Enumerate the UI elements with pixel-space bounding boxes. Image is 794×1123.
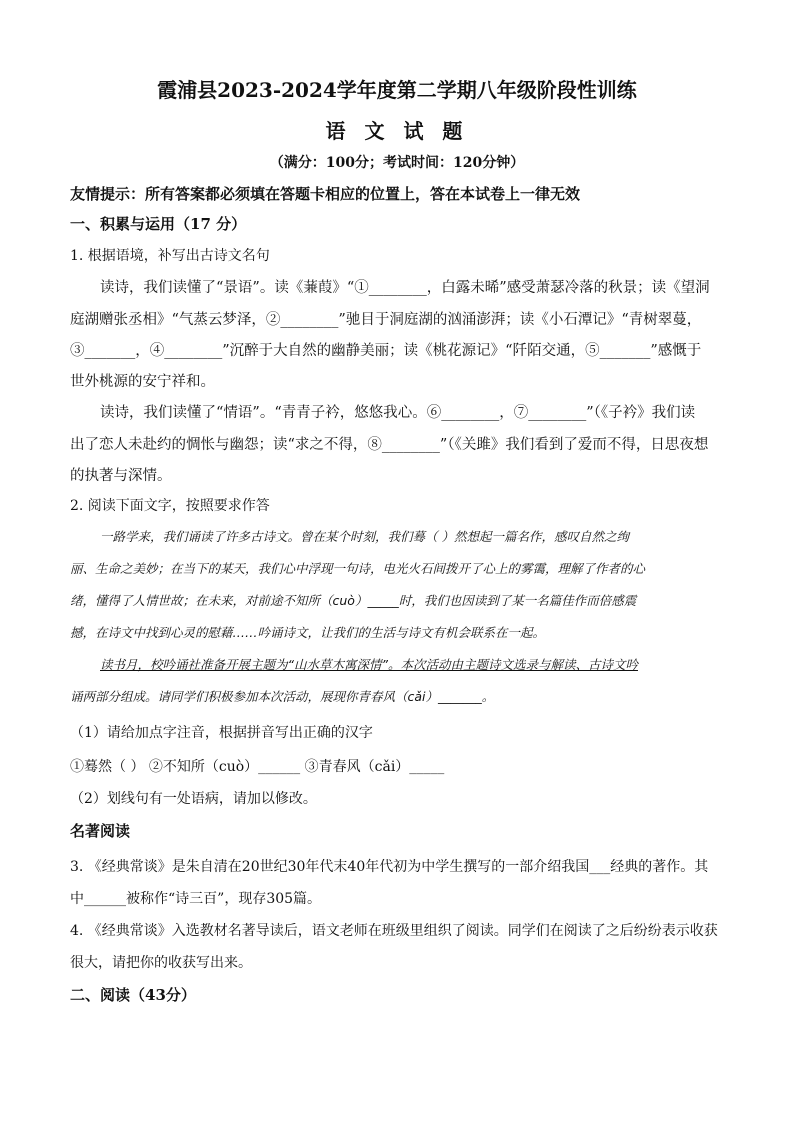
passage-line: 诵两部分组成。请同学们积极参加本次活动，展现你青春风（cǎi）_______。 bbox=[70, 689, 495, 704]
notice: 友情提示：所有答案都必须填在答题卡相应的位置上，答在本试卷上一律无效 bbox=[70, 185, 581, 203]
q1-line: ③_______，④________”沉醉于大自然的幽静美丽；读《桃花源记》“阡陌交通，⑤_______”感慨于 bbox=[70, 343, 702, 359]
q2-sub1: （1）请给加点字注音，根据拼音写出正确的汉字 bbox=[70, 725, 373, 741]
q1-line: 庭湖赠张丞相》“气蒸云梦泽，②________”驰目于洞庭湖的汹涌澎湃；读《小石潭记》“青树翠蔓， bbox=[70, 312, 702, 328]
q4-line: 4. 《经典常谈》入选教材名著导读后，语文老师在班级里组织了阅读。同学们在阅读了之后纷纷表示收获 bbox=[70, 923, 718, 939]
classics-heading: 名著阅读 bbox=[70, 822, 131, 840]
q2-sub1-items: ①蓦然（ ） ②不知所（cuò）______ ③青春风（cǎi）_____ bbox=[70, 759, 445, 775]
q4-line: 很大，请把你的收获写出来。 bbox=[70, 955, 252, 971]
q3-line: 3. 《经典常谈》是朱自清在20世纪30年代末40年代初为中学生撰写的一部介绍我国___经典的著作。其 bbox=[70, 859, 709, 875]
exam-title: 霞浦县2023-2024学年度第二学期八年级阶段性训练 bbox=[157, 78, 637, 102]
passage-line-underlined: 读书月，校吟诵社准备开展主题为“山水草木寓深情”。本次活动由主题诗文选录与解读、古诗文吟 bbox=[100, 657, 638, 672]
q1-label: 1. 根据语境，补写出古诗文名句 bbox=[70, 248, 270, 264]
q1-line: 读诗，我们读懂了“情语”。“青青子衿，悠悠我心。⑥________，⑦________”（《子衿》我们读 bbox=[100, 405, 696, 421]
passage-line: 一路学来，我们诵读了许多古诗文。曾在某个时刻，我们蓦（ ）然想起一篇名作，感叹自然之绚 bbox=[100, 529, 629, 544]
section2-heading: 二、阅读（43分） bbox=[70, 986, 196, 1004]
passage-line: 撼，在诗文中找到心灵的慰藉……吟诵诗文，让我们的生活与诗文有机会联系在一起。 bbox=[70, 625, 546, 640]
passage-line: 绪，懂得了人情世故；在未来，对前途不知所（cuò）_____时，我们也因读到了某一名篇佳作而倍感震 bbox=[70, 593, 637, 608]
q1-line: 出了恋人未赴约的惆怅与幽怨；读“求之不得，⑧________”（《关雎》我们看到了爱而不得，日思夜想 bbox=[70, 437, 709, 453]
q1-line: 的执著与深情。 bbox=[70, 468, 172, 484]
passage-line: 丽、生命之美妙；在当下的某天，我们心中浮现一句诗，电光火石间拨开了心上的雾霭，理解了作者的心 bbox=[70, 561, 646, 576]
q2-sub2: （2）划线句有一处语病，请加以修改。 bbox=[70, 791, 317, 807]
exam-meta: （满分：100分；考试时间：120分钟） bbox=[269, 155, 525, 171]
section1-heading: 一、积累与运用（17 分） bbox=[70, 215, 247, 233]
q1-line: 读诗，我们读懂了“景语”。读《蒹葭》“①________，白露未晞”感受萧瑟冷落的秋景；读《望洞 bbox=[100, 280, 710, 296]
q2-label: 2. 阅读下面文字，按照要求作答 bbox=[70, 498, 270, 514]
exam-subtitle: 语 文 试 题 bbox=[325, 119, 469, 143]
q3-line: 中______被称作“诗三百”，现存305篇。 bbox=[70, 891, 322, 907]
q1-line: 世外桃源的安宁祥和。 bbox=[70, 374, 215, 390]
